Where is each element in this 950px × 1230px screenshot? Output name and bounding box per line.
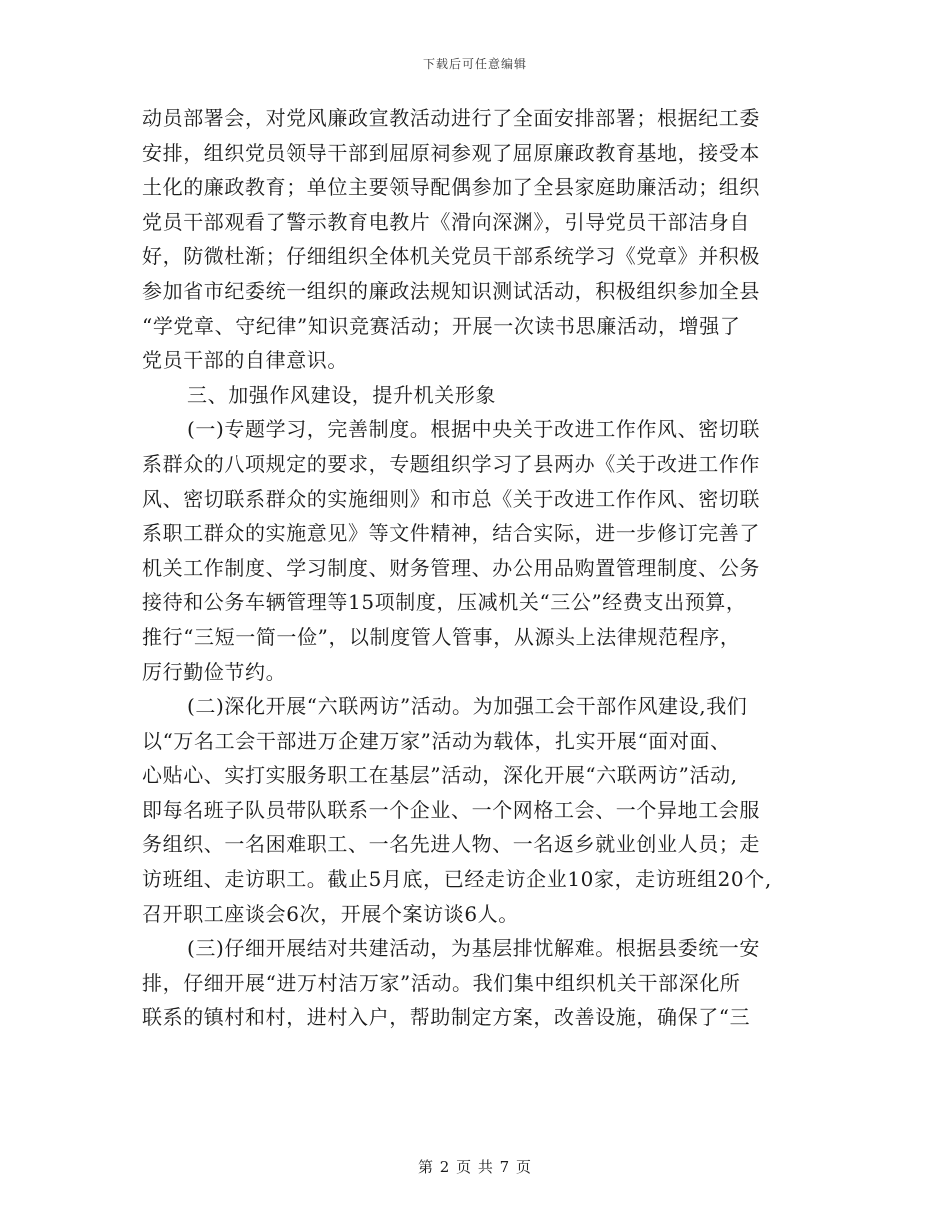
text-line: 联系的镇村和村，进村入户，帮助制定方案，改善设施，确保了“三 (142, 1005, 751, 1030)
text-line: 动员部署会，对党风廉政宣教活动进行了全面安排部署；根据纪工委 (142, 106, 760, 130)
text-line: (二)深化开展“六联两访”活动。为加强工会干部作风建设,我们 (187, 694, 748, 719)
text-line: 参加省市纪委统一组织的廉政法规知识测试活动，积极组织参加全县 (142, 278, 760, 303)
text-line: 好，防微杜渐；仔细组织全体机关党员干部系统学习《党章》并积极 (142, 244, 760, 269)
text-line: 风、密切联系群众的实施细则》和市总《关于改进工作作风、密切联 (142, 486, 760, 511)
text-line: “学党章、守纪律”知识竞赛活动；开展一次读书思廉活动，增强了 (142, 313, 741, 338)
document-body (142, 101, 810, 1035)
text-line: 系群众的八项规定的要求，专题组织学习了县两办《关于改进工作作 (142, 451, 760, 476)
text-line: 即每名班子队员带队联系一个企业、一个网格工会、一个异地工会服 (142, 797, 760, 822)
page-header: 下载后可任意编辑 (422, 57, 527, 71)
text-line: 务组织、一名困难职工、一名先进人物、一名返乡就业创业人员；走 (142, 832, 760, 857)
text-line: 接待和公务车辆管理等15项制度，压减机关“三公”经费支出预算， (142, 590, 747, 615)
text-line: 排，仔细开展“进万村洁万家”活动。我们集中组织机关干部深化所 (142, 970, 741, 995)
text-line: 机关工作制度、学习制度、财务管理、办公用品购置管理制度、公务 (142, 555, 760, 580)
text-line: 访班组、走访职工。截止5月底，已经走访企业10家，走访班组20个, (142, 867, 772, 892)
text-line: 厉行勤俭节约。 (142, 659, 287, 684)
text-line: 土化的廉政教育；单位主要领导配偶参加了全县家庭助廉活动；组织 (142, 175, 760, 200)
text-line: 召开职工座谈会6次，开展个案访谈6人。 (142, 901, 519, 926)
text-line: 推行“三短一简一俭”，以制度管人管事，从源头上法律规范程序， (142, 624, 741, 649)
text-line: 党员干部观看了警示教育电教片《滑向深渊》，引导党员干部洁身自 (142, 209, 750, 234)
text-line: (三)仔细开展结对共建活动，为基层排忧解难。根据县委统一安 (187, 936, 761, 961)
text-line: 党员干部的自律意识。 (142, 348, 348, 373)
text-line: (一)专题学习，完善制度。根据中央关于改进工作作风、密切联 (187, 417, 761, 442)
text-line: 系职工群众的实施意见》等文件精神，结合实际，进一步修订完善了 (142, 521, 760, 546)
page-number: 第 2 页 共 7 页 (418, 1158, 532, 1176)
text-line: 安排，组织党员领导干部到屈原祠参观了屈原廉政教育基地，接受本 (142, 140, 760, 165)
text-line: 心贴心、实打实服务职工在基层”活动，深化开展“六联两访”活动, (142, 763, 738, 788)
text-line: 三、加强作风建设，提升机关形象 (187, 382, 496, 407)
text-line: 以“万名工会干部进万企建万家”活动为载体，扎实开展“面对面、 (142, 728, 731, 753)
